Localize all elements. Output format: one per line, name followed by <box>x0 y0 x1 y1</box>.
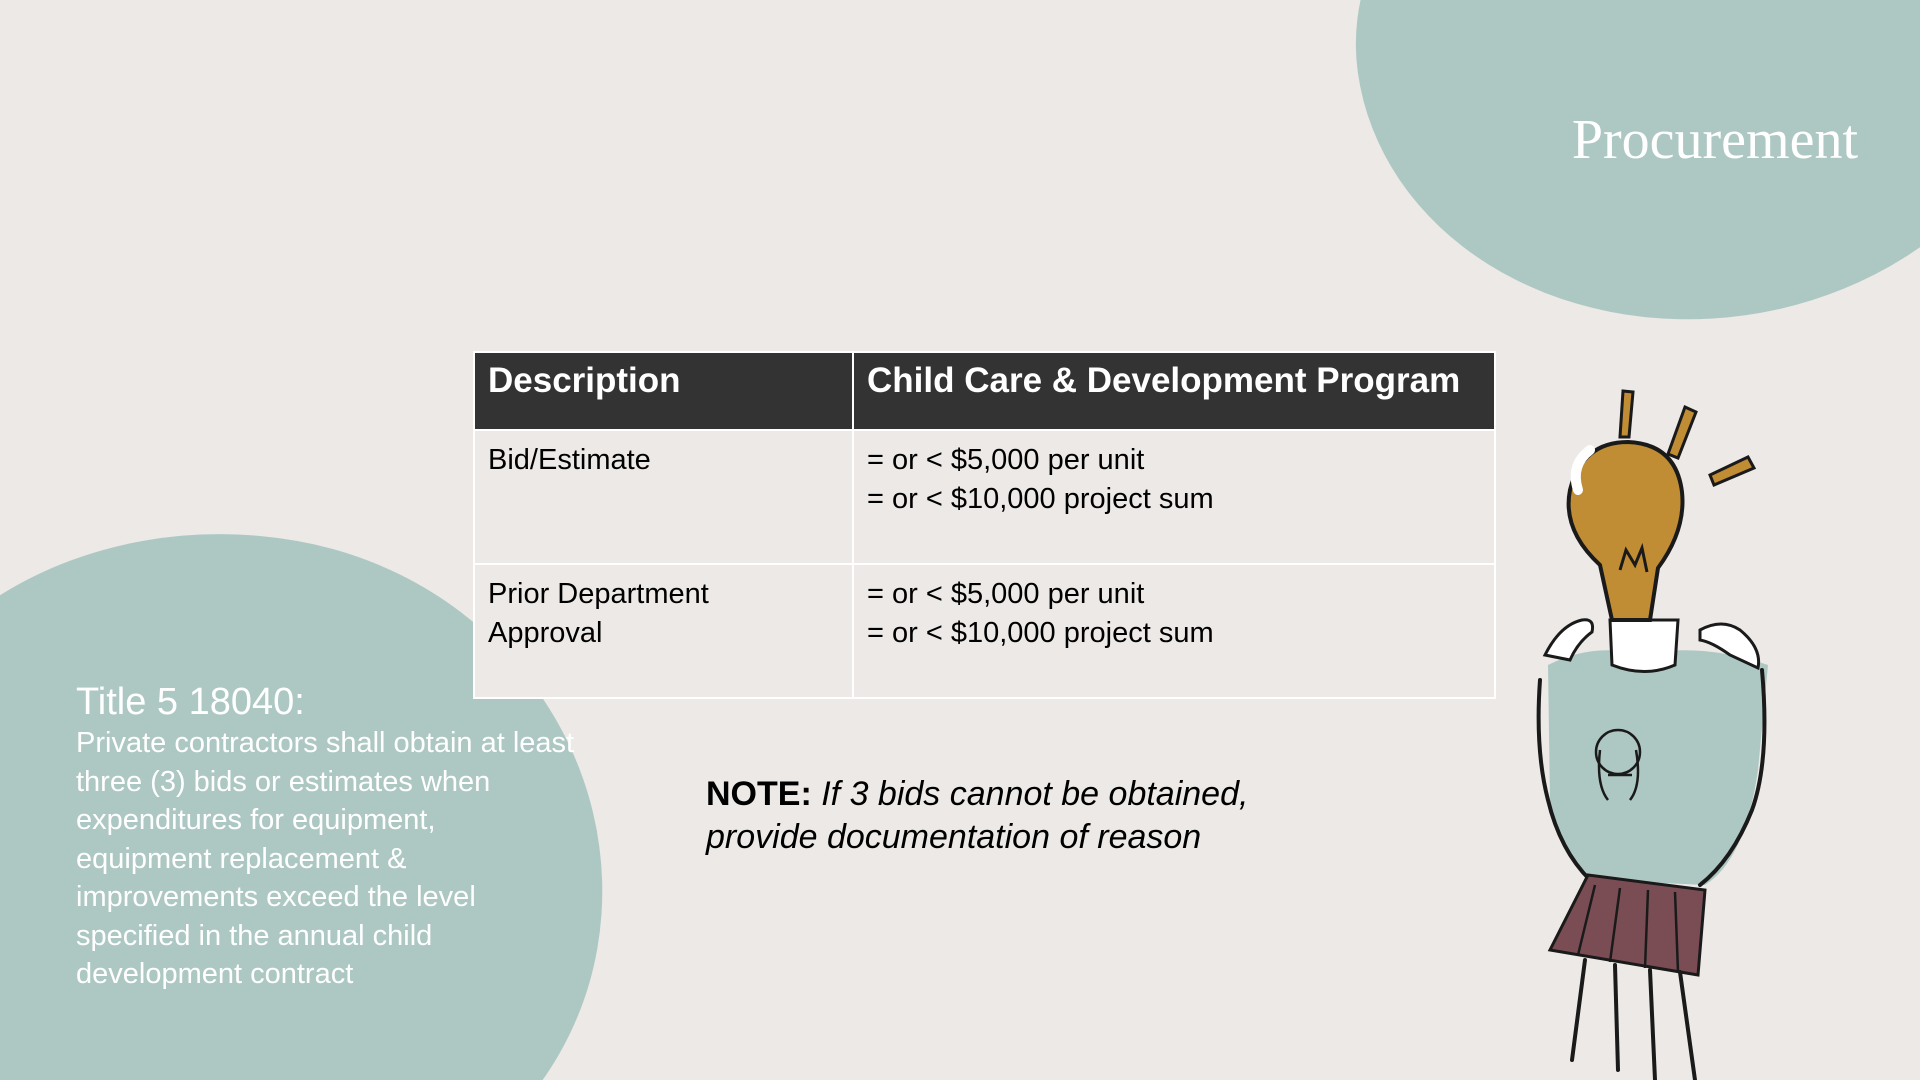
note-block <box>706 773 1346 859</box>
cell-text: Approval <box>488 617 603 649</box>
legal-requirement-text <box>76 680 576 994</box>
skirt-shape <box>1550 875 1705 975</box>
slide-title: Procurement <box>1571 109 1858 171</box>
lightbulb-head-icon <box>1569 442 1683 620</box>
column-header-description: Description <box>474 352 853 430</box>
procurement-table <box>473 351 1496 699</box>
table-cell-program <box>853 430 1495 564</box>
note-label: NOTE: <box>706 775 812 813</box>
table-header-row <box>474 352 1495 430</box>
decorative-blob-top <box>1320 0 1920 364</box>
cell-text: = or < $5,000 per unit <box>867 444 1145 476</box>
girl-with-lightbulb-head-illustration <box>1500 380 1770 1080</box>
table-cell-description <box>474 430 853 564</box>
cell-text: Prior Department <box>488 578 709 610</box>
legal-heading: Title 5 18040: <box>76 681 305 723</box>
table-cell-description <box>474 564 853 698</box>
cell-text: = or < $5,000 per unit <box>867 578 1145 610</box>
legs-shape <box>1572 960 1695 1080</box>
column-header-program: Child Care & Development Program <box>853 352 1495 430</box>
cell-text: Bid/Estimate <box>488 444 651 476</box>
cell-text: = or < $10,000 project sum <box>867 617 1214 649</box>
legal-body: Private contractors shall obtain at least three (3) bids or estimates when expenditures for equipment, equipment replacement & improvements exceed the level specified in the annual child development contract <box>76 727 575 990</box>
table-row <box>474 564 1495 698</box>
collar-shape <box>1610 620 1678 672</box>
cell-text: = or < $10,000 project sum <box>867 483 1214 515</box>
table-row <box>474 430 1495 564</box>
note-text: If 3 bids cannot be obtained, provide documentation of reason <box>706 775 1249 856</box>
sweater-shape <box>1548 650 1768 885</box>
table-cell-program <box>853 564 1495 698</box>
